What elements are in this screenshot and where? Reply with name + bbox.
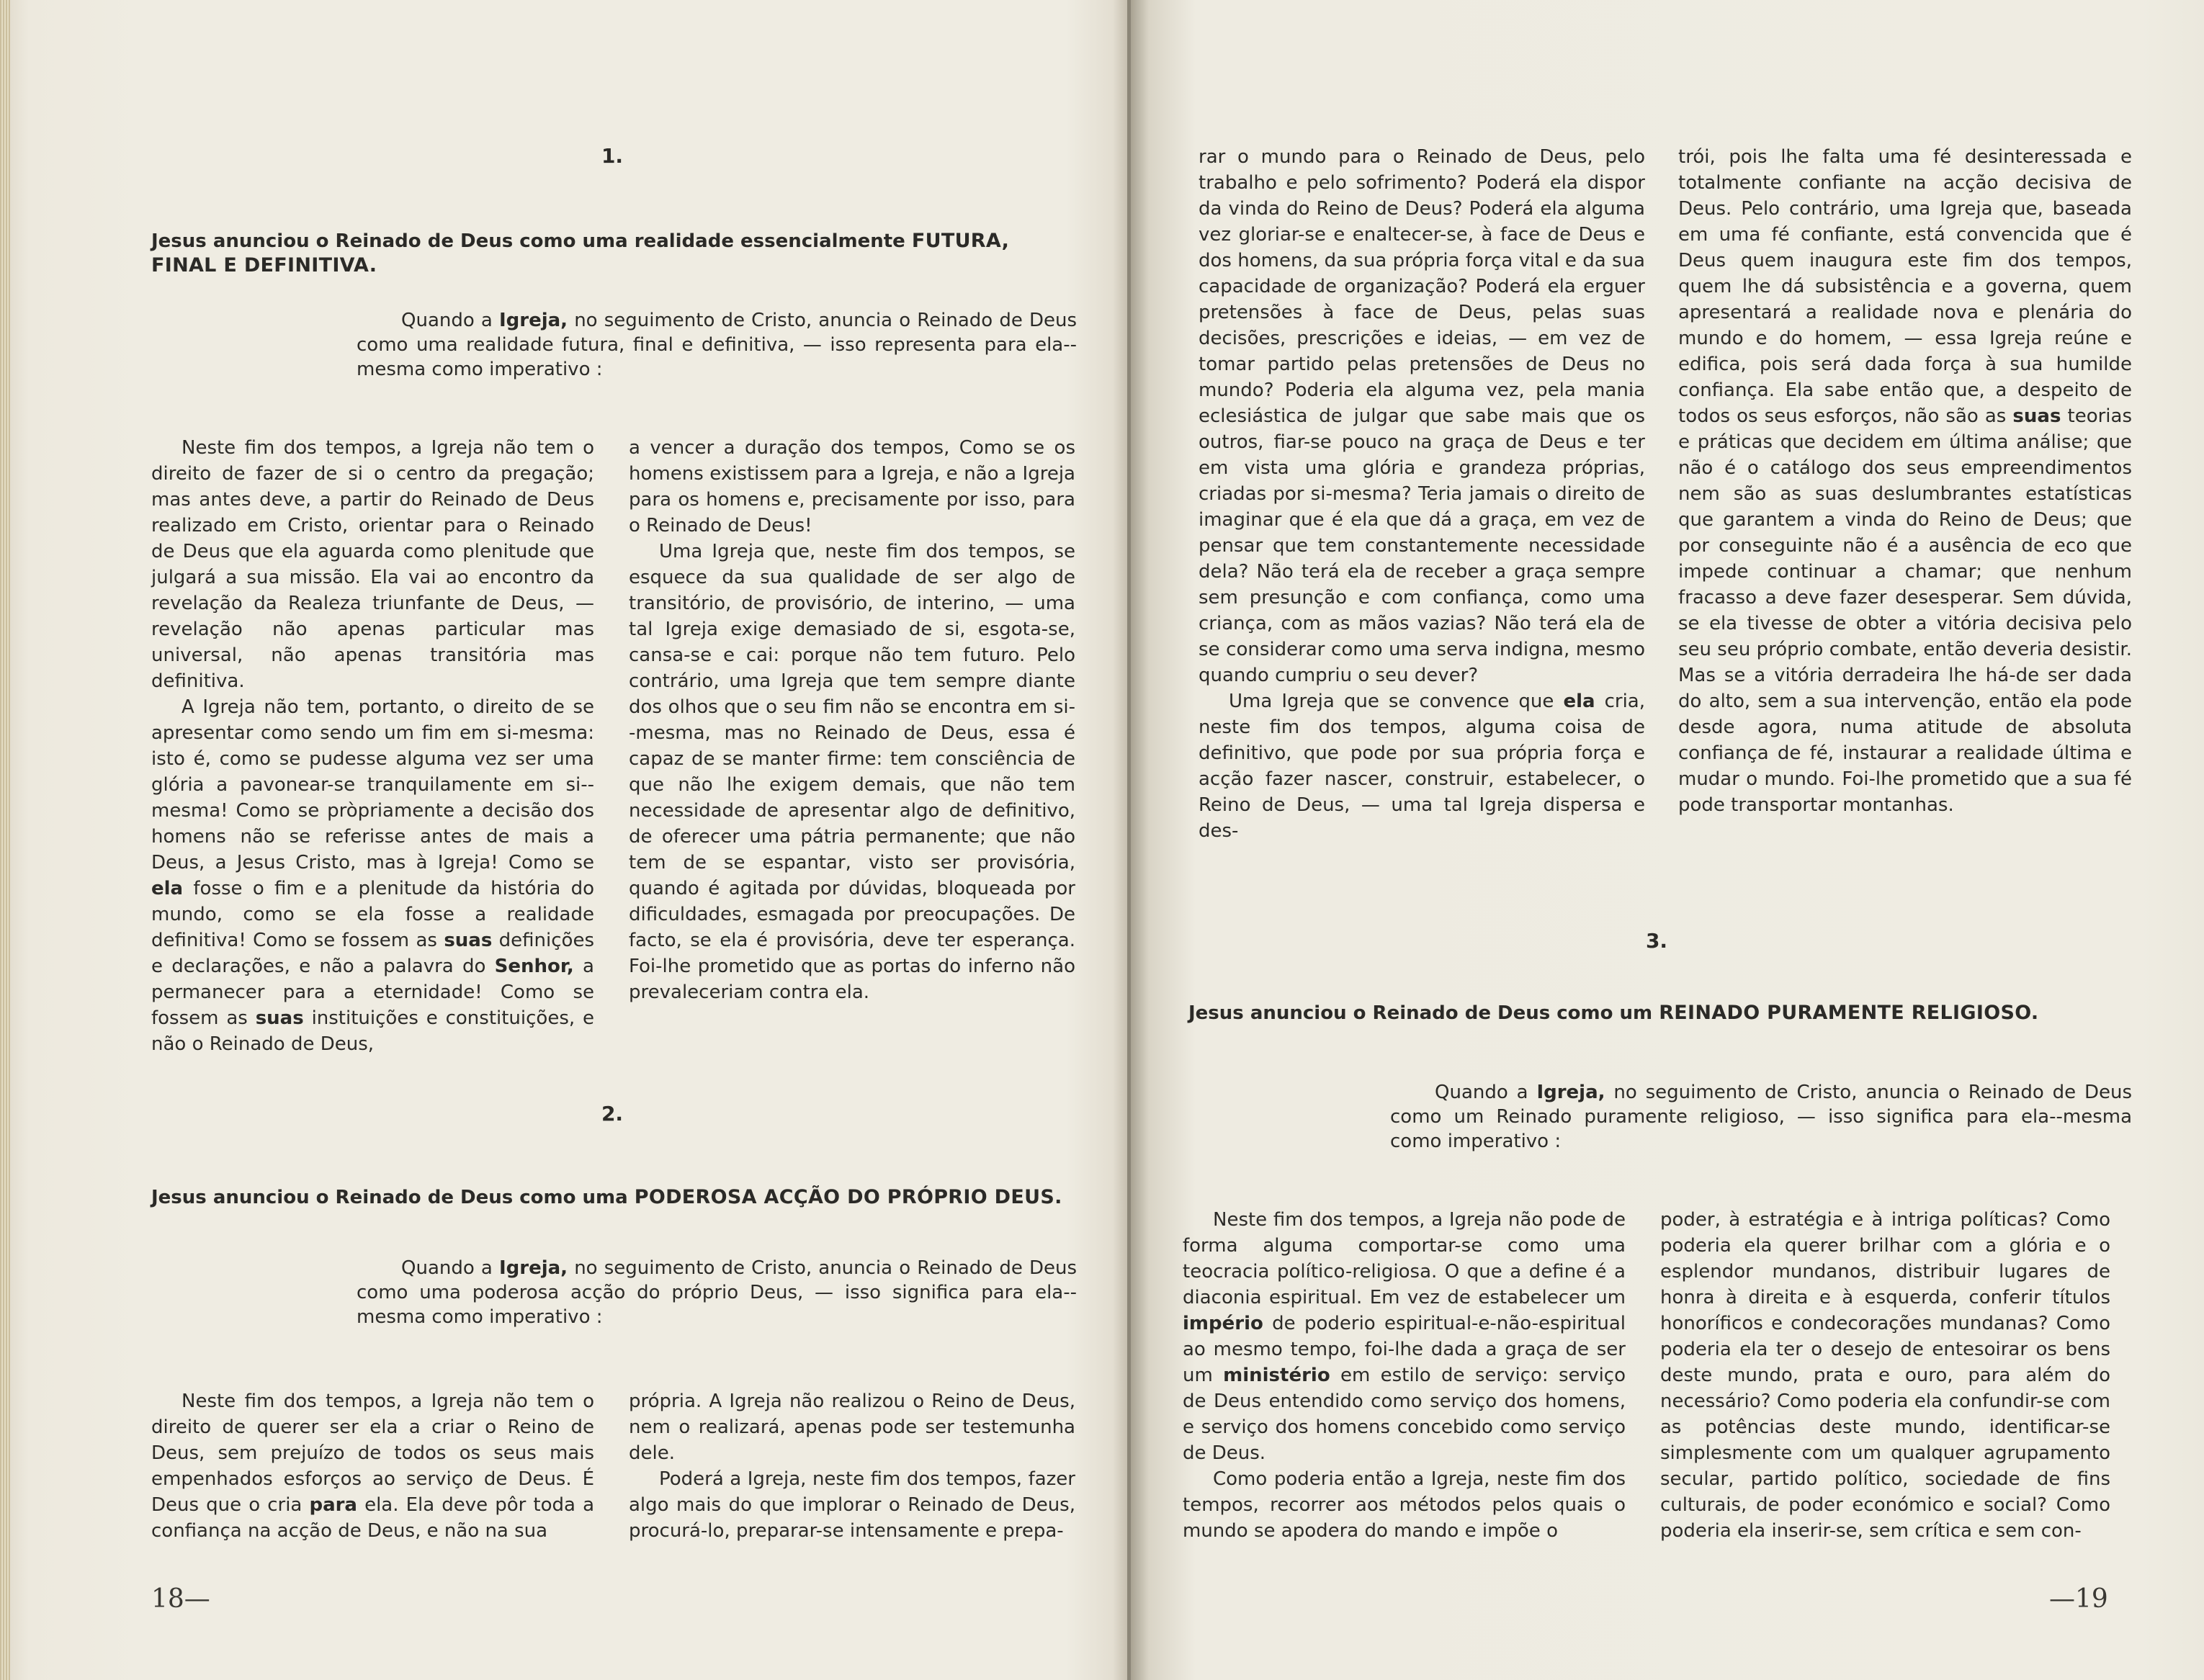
right-page [1131,0,2204,1680]
heading-text: Jesus anunciou o Reinado de Deus como um [1188,1002,1653,1024]
section2-column-1 [151,1388,594,1544]
page-number-left: 18— [151,1584,210,1614]
section-heading-1 [151,229,1080,278]
continued-column-2 [1678,144,2132,818]
section3-column-2 [1660,1207,2110,1544]
page-edge [0,0,10,1680]
heading-text: Jesus anunciou o Reinado de Deus como uma realidade essencialmente [151,230,905,252]
section-heading-2 [151,1185,1088,1210]
heading-caps: PODEROSA ACÇÃO DO PRÓPRIO DEUS. [634,1186,1062,1208]
section-number-2: 2. [601,1102,624,1126]
paragraph: rar o mundo para o Reinado de Deus, pelo trabalho e pelo sofrimento? Poderá ela dispor da vinda do Reino de Deus? Poderá ela alguma vez gloriar-se e enaltecer-se, à face de Deus e dos homens, da sua própria força vital e da sua capacidade de organização? Poderá ela erguer pretensões à face de Deus, pelas suas decisões, prescrições e ideias, — em vez de tomar partido pelas pretensões de Deus no mundo? Poderia ela alguma vez, pela mania eclesiástica de julgar que sabe mais que os outros, fiar-se pouco na graça de Deus e ter em vista uma glória e grandeza próprias, criadas por si-mesma? Teria jamais o direito de imaginar que é ela que dá a graça, em vez de pensar que tem constantemente necessidade dela? Não terá ela de receber a graça sempre sem presunção e com confiança, como uma criança, com as mãos vazias? Não terá ela de se considerar como uma serva indigna, mesmo quando cumpriu o seu dever? [1199,146,1645,686]
section2-column-2 [629,1388,1075,1544]
section1-column-2 [629,435,1075,1005]
section3-column-1 [1183,1207,1626,1544]
section-number-1: 1. [601,144,624,168]
paragraph: Neste fim dos tempos, a Igreja não pode de forma alguma comportar-se como uma teocracia político-religiosa. O que a define é a diaconia espiritual. Em vez de estabelecer um império de poderio espiritual-e-não-espiritual ao mesmo tempo, foi-lhe dada a graça de ser um ministério em estilo de serviço: serviço de Deus entendido como serviço dos homens, e serviço dos homens concebido como serviço de Deus. [1183,1209,1626,1464]
paragraph: Como poderia então a Igreja, neste fim dos tempos, recorrer aos métodos pelos quais o mundo se apodera do mando e impõe o [1183,1468,1626,1542]
heading-caps: FUTURA, FINAL E DEFINITIVA. [151,230,1010,277]
heading-text: Jesus anunciou o Reinado de Deus como uma [151,1187,628,1208]
section-heading-3 [1188,1001,2139,1025]
section-intro-2: Quando a Igreja, no seguimento de Cristo, anuncia o Reinado de Deus como uma poderosa acção do próprio Deus, — isso significa para ela--mesma como imperativo : [357,1257,1078,1328]
paragraph: A Igreja não tem, portanto, o direito de se apresentar como sendo um fim em si-mesma: isto é, como se pudesse alguma vez ser uma glória a pavonear-se tranquilamente em si--mesma! Como se pròpriamente a decisão dos homens não se referisse antes de mais a Deus, a Jesus Cristo, mas à Igreja! Como se ela fosse o fim e a plenitude da história do mundo, como se ela fosse a realidade definitiva! Como se fossem as suas definições e declarações, e não a palavra do Senhor, a permanecer para a eternidade! Como se fossem as suas instituições e constituições, e não o Reinado de Deus, [151,696,595,1055]
page-number-right: —19 [2049,1584,2108,1614]
paragraph: Uma Igreja que, neste fim dos tempos, se esquece da sua qualidade de ser algo de transitório, de provisório, de interino, — uma tal Igreja exige demasiado de si, esgota-se, cansa-se e cai: porque não tem futuro. Pelo contrário, uma Igreja que tem sempre diante dos olhos que o seu fim não se encontra em si--mesma, mas no Reinado de Deus, essa é capaz de se manter firme: tem consciência de que não lhe exigem demais, que não tem necessidade de apresentar algo de definitivo, de oferecer uma pátria permanente; que não tem de se espantar, visto ser provisória, quando é agitada por dúvidas, bloqueada por dificuldades, esmagada por preocupações. De facto, se ela é provisória, deve ter esperança. Foi-lhe prometido que as portas do inferno não prevaleceriam contra ela. [629,541,1075,1003]
section-intro-3: Quando a Igreja, no seguimento de Cristo, anuncia o Reinado de Deus como um Reinado puramente religioso, — isso significa para ela--mesma como imperativo : [1390,1082,2133,1152]
heading-caps: REINADO PURAMENTE RELIGIOSO. [1659,1002,2039,1024]
paragraph: própria. A Igreja não realizou o Reino de Deus, nem o realizará, apenas pode ser testemunha dele. [629,1391,1075,1464]
section-intro-1: Quando a Igreja, no seguimento de Cristo, anuncia o Reinado de Deus como uma realidade futura, final e definitiva, — isso representa para ela--mesma como imperativo : [357,310,1078,380]
paragraph: trói, pois lhe falta uma fé desinteressada e totalmente confiante na acção decisiva de Deus. Pelo contrário, uma Igreja que, baseada em uma fé confiante, está convencida que é Deus quem inaugura este fim dos tempos, quem lhe dá subsistência e a governa, quem apresentará a realidade nova e plenária do mundo e do homem, — essa Igreja reúne e edifica, pois será dada força à sua humilde confiança. Ela sabe então que, a despeito de todos os seus esforços, não são as suas teorias e práticas que decidem em última análise; que não é o catálogo dos seus empreendimentos nem são as suas deslumbrantes estatísticas que garantem a vinda do Reino de Deus; que por conseguinte não é a ausência de eco que impede continuar a chamar; que nenhum fracasso a deve fazer desesperar. Sem dúvida, se ela tivesse de obter a vitória decisiva pelo seu seu próprio combate, então deveria desistir. Mas se a vitória derradeira lhe há-de ser dada do alto, sem a sua intervenção, então ela pode desde agora, numa atitude de absoluta confiança de fé, instaurar a realidade última e mudar o mundo. Foi-lhe prometido que a sua fé pode transportar montanhas. [1678,146,2132,816]
continued-column-1 [1199,144,1645,844]
paragraph: Neste fim dos tempos, a Igreja não tem o direito de querer ser ela a criar o Reino de Deus, sem prejuízo de todos os seus mais empenhados esforços ao serviço de Deus. É Deus que o cria para ela. Ela deve pôr toda a confiança na acção de Deus, e não na sua [151,1391,594,1542]
paragraph: Neste fim dos tempos, a Igreja não tem o direito de fazer de si o centro da pregação; mas antes deve, a partir do Reinado de Deus realizado em Cristo, orientar para o Reinado de Deus que ela aguarda como plenitude que julgará a sua missão. Ela vai ao encontro da revelação da Realeza triunfante de Deus, — revelação não apenas particular mas universal, não apenas transitória mas definitiva. [151,437,594,692]
paragraph: poder, à estratégia e à intriga políticas? Como poderia ela querer brilhar com a glória e o esplendor mundanos, distribuir lugares de honra à direita e à esquerda, conferir títulos honoríficos e condecorações mundanas? Como poderia ela ter o desejo de entesoirar os bens deste mundo, prata e ouro, para além do necessário? Como poderia ela confundir-se com as potências deste mundo, identificar-se simplesmente com um qualquer agrupamento secular, partido político, sociedade de fins culturais, de poder económico e social? Como poderia ela inserir-se, sem crítica e sem con- [1660,1209,2110,1542]
section-number-3: 3. [1645,929,1668,953]
paragraph: Poderá a Igreja, neste fim dos tempos, fazer algo mais do que implorar o Reinado de Deus, procurá-lo, preparar-se intensamente e prepa- [629,1468,1075,1542]
paragraph: Uma Igreja que se convence que ela cria, neste fim dos tempos, alguma coisa de definitivo, que pode por sua própria força e acção fazer nascer, construir, estabelecer, o Reino de Deus, — uma tal Igreja dispersa e des- [1199,691,1645,842]
section1-column-1 [151,435,594,1057]
paragraph: a vencer a duração dos tempos, Como se os homens existissem para a Igreja, e não a Igreja para os homens e, precisamente por isso, para o Reinado de Deus! [629,437,1075,536]
